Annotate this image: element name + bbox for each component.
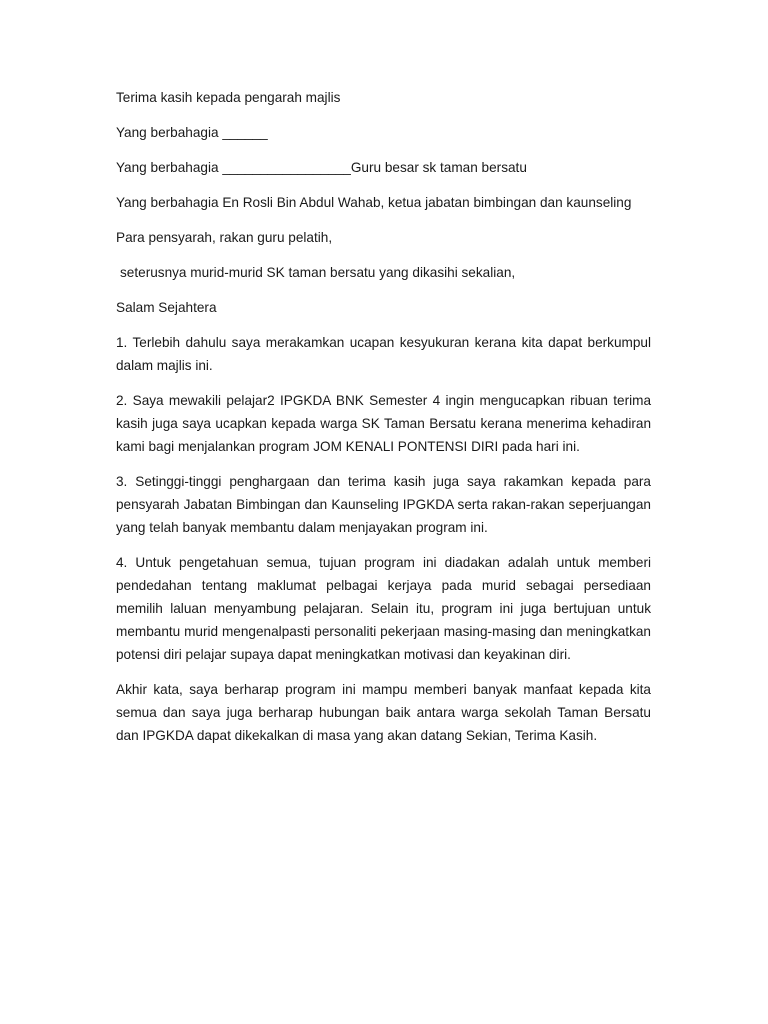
paragraph-2: 2. Saya mewakili pelajar2 IPGKDA BNK Semester 4 ingin mengucapkan ribuan terima kasih juga saya ucapkan kepada warga SK Taman Bersatu kerana menerima kehadiran kami bagi menjalankan program JOM KENALI PONTENSI DIRI pada hari ini. [116,393,651,454]
speech-text-body [116,86,651,759]
salutation: Salam Sejahtera [116,300,217,315]
paragraph-4: 4. Untuk pengetahuan semua, tujuan program ini diadakan adalah untuk memberi pendedahan tentang maklumat pelbagai kerjaya pada murid sebagai persediaan memilih laluan menyambung pelajaran. Selain itu, program ini juga bertujuan untuk membantu murid mengenalpasti personaliti pekerjaan masing-masing dan meningkatkan potensi diri pelajar supaya dapat meningkatkan motivasi dan keyakinan diri. [116,555,651,662]
greeting-headmaster: Yang berbahagia _________________Guru besar sk taman bersatu [116,160,527,175]
greeting-director: Terima kasih kepada pengarah majlis [116,90,341,105]
greeting-head-of-department: Yang berbahagia En Rosli Bin Abdul Wahab, ketua jabatan bimbingan dan kaunseling [116,195,632,210]
greeting-lecturers: Para pensyarah, rakan guru pelatih, [116,230,333,245]
greeting-honoured-1: Yang berbahagia ______ [116,125,268,140]
paragraph-1: 1. Terlebih dahulu saya merakamkan ucapan kesyukuran kerana kita dapat berkumpul dalam majlis ini. [116,335,651,373]
closing-paragraph: Akhir kata, saya berharap program ini mampu memberi banyak manfaat kepada kita semua dan saya juga berharap hubungan baik antara warga sekolah Taman Bersatu dan IPGKDA dapat dikekalkan di masa yang akan datang Sekian, Terima Kasih. [116,682,651,743]
greeting-pupils: seterusnya murid-murid SK taman bersatu yang dikasihi sekalian, [120,265,516,280]
paragraph-3: 3. Setinggi-tinggi penghargaan dan terima kasih juga saya rakamkan kepada para pensyarah Jabatan Bimbingan dan Kaunseling IPGKDA serta rakan-rakan seperjuangan yang telah banyak membantu dalam menjayakan program ini. [116,474,651,535]
